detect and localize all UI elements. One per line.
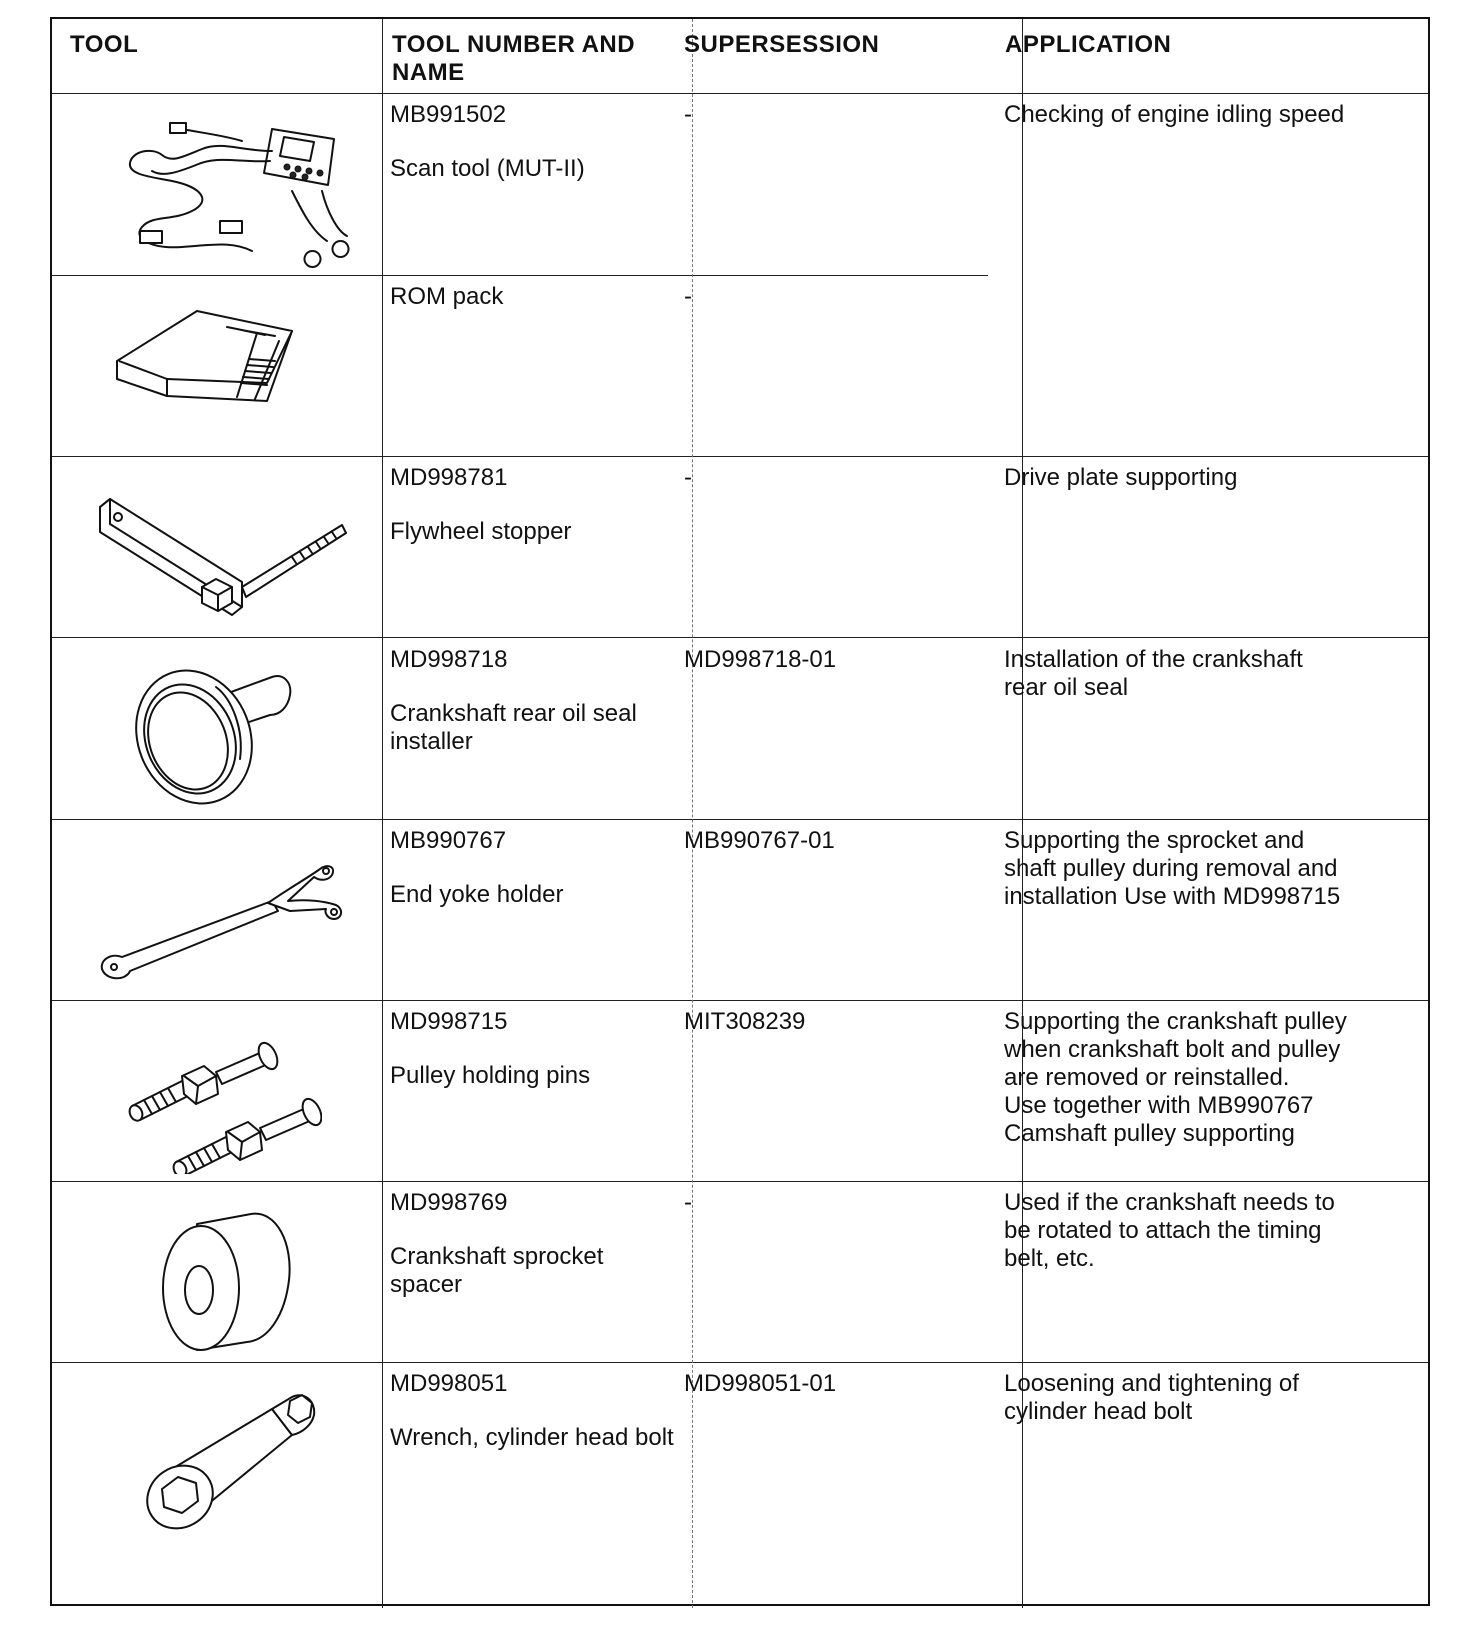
table-row [390,1370,680,1452]
tool-number: MB991502 [390,101,507,128]
row-divider [52,819,1428,820]
tool-number: MD998718 [390,646,508,673]
table-row [390,101,680,183]
tool-number: MD998051 [390,1370,508,1397]
application-text: Used if the crankshaft needs to be rotated to attach the timing belt, etc. [1004,1189,1335,1272]
row-divider [52,456,1428,457]
column-divider [382,19,383,1608]
tool-number: MD998769 [390,1189,508,1216]
tool-name: Scan tool (MUT-II) [390,155,585,182]
end-yoke-holder-icon [92,849,352,989]
cylinder-head-wrench-icon [122,1379,322,1539]
table-row [390,827,680,909]
application-text: Supporting the crankshaft pulley when crankshaft bolt and pulley are removed or reinstalled. Use together with MB990767 Camshaft pulley supporting [1004,1008,1347,1147]
supersession-value: - [684,283,692,310]
application-text: Drive plate supporting [1004,464,1238,491]
scan-tool-icon [122,111,367,271]
header-tool-number-and-name: TOOL NUMBER AND NAME [392,31,636,86]
rom-pack-icon [107,301,297,421]
header-divider [52,93,1428,94]
tool-name: Flywheel stopper [390,518,572,545]
row-divider [52,275,988,276]
row-divider [52,637,1428,638]
pulley-pins-icon [122,1024,322,1174]
tool-name: Crankshaft sprocket spacer [390,1243,604,1298]
header-tool: TOOL [70,31,139,58]
supersession-value: - [684,1189,692,1216]
supersession-value: MD998051-01 [684,1370,837,1397]
row-divider [52,1181,1428,1182]
row-divider [52,1000,1428,1001]
tool-name: End yoke holder [390,881,564,908]
supersession-value: - [684,101,692,128]
tool-number: MD998781 [390,464,508,491]
application-text: Loosening and tightening of cylinder head bolt [1004,1370,1299,1425]
application-text: Checking of engine idling speed [1004,101,1345,128]
supersession-value: MIT308239 [684,1008,806,1035]
flywheel-stopper-icon [92,487,352,617]
tool-name: ROM pack [390,283,504,310]
tool-name: Wrench, cylinder head bolt [390,1424,674,1451]
header-supersession: SUPERSESSION [684,31,880,58]
table-row [390,646,680,756]
application-text: Installation of the crankshaft rear oil seal [1004,646,1303,701]
tool-number: MD998715 [390,1008,508,1035]
seal-installer-icon [132,659,302,809]
header-application: APPLICATION [1005,31,1172,58]
supersession-value: - [684,464,692,491]
table-row [390,1008,680,1090]
tool-name: Crankshaft rear oil seal installer [390,700,637,755]
tool-number: MB990767 [390,827,507,854]
sprocket-spacer-icon [157,1204,297,1354]
supersession-value: MB990767-01 [684,827,835,854]
row-divider [52,1362,1428,1363]
tool-name: Pulley holding pins [390,1062,591,1089]
table-row [390,464,680,546]
table-row [390,1189,680,1299]
supersession-value: MD998718-01 [684,646,837,673]
special-tools-table [50,17,1430,1606]
application-text: Supporting the sprocket and shaft pulley during removal and installation Use with MD998715 [1004,827,1341,910]
table-row [390,283,680,311]
